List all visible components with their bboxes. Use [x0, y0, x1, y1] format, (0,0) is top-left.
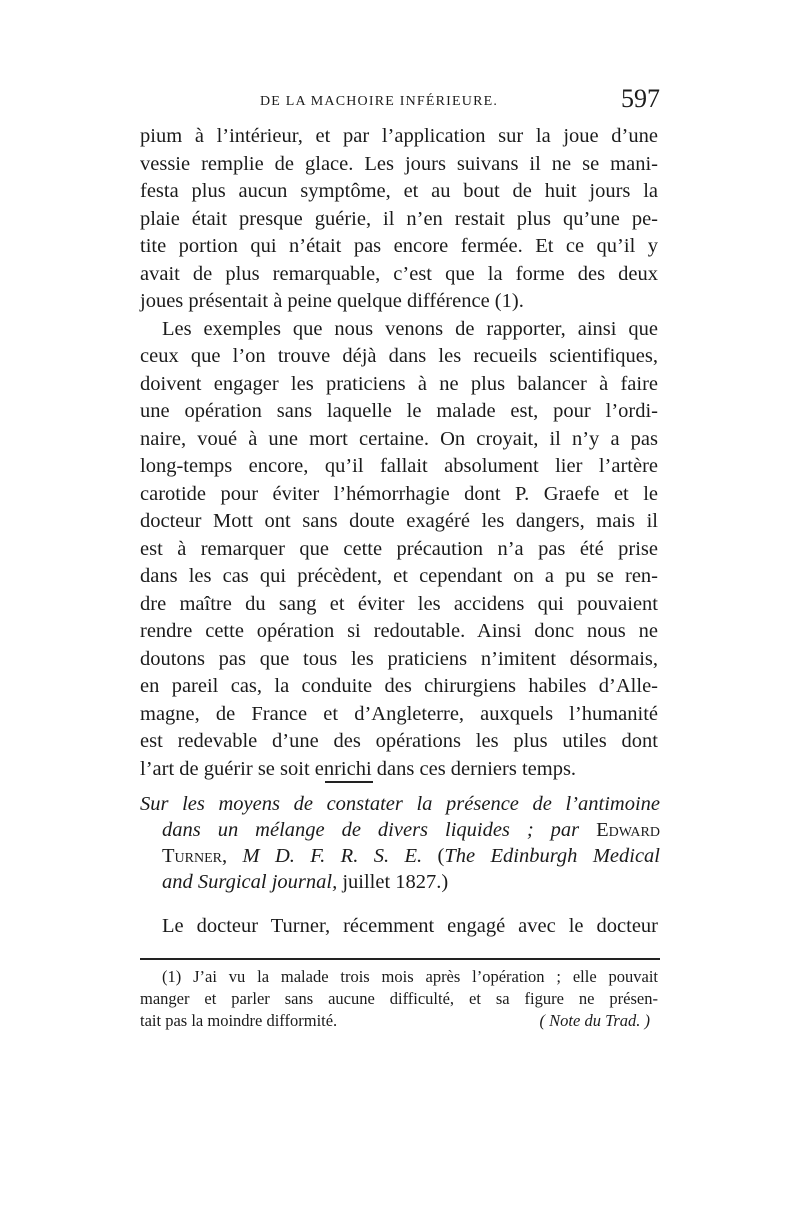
article-title-line [162, 817, 660, 843]
open-paren: ( [422, 845, 445, 867]
body-line: joues présentait à peine quelque différence (1). [140, 290, 524, 312]
body-line: dre maître du sang et éviter les accidens qui pouvaient [140, 592, 658, 615]
body-line: docteur Mott ont sans doute exagéré les dangers, mais il [140, 510, 658, 532]
body-line: une opération sans laquelle le malade est, pour l’ordi- [140, 400, 658, 422]
article-heading [140, 791, 660, 895]
body-line: festa plus aucun symptôme, et au bout de huit jours la [140, 180, 658, 202]
article-title-line [162, 869, 660, 895]
article-title-line [162, 843, 660, 869]
footnote-line: (1) J’ai vu la malade trois mois après l’opération ; elle pouvait [162, 967, 658, 986]
body-line: Les exemples que nous venons de rapporter, ainsi que [162, 317, 658, 340]
body-line: vessie remplie de glace. Les jours suivans il ne se mani- [140, 152, 658, 175]
body-line: est à remarquer que cette précaution n’a pas été prise [140, 537, 658, 560]
translator-note-tag: ( Note du Trad. ) [539, 1011, 650, 1030]
body-text [140, 123, 658, 783]
article-first-line: Le docteur Turner, récemment engagé avec le docteur [162, 915, 658, 937]
publication-date: juillet 1827.) [337, 871, 449, 893]
page-header [140, 80, 660, 120]
page-number: 597 [621, 84, 660, 113]
footnote-rule [140, 958, 660, 960]
body-line: magne, de France et d’Angleterre, auxquels l’humanité [140, 702, 658, 725]
body-line: l’art de guérir se soit enrichi dans ces derniers temps. [140, 757, 577, 780]
body-line: tite portion qui n’était pas encore fermée. Et ce qu’il y [140, 235, 658, 257]
footnote-line: manger et parler sans aucune difficulté, et sa figure ne présen- [140, 989, 658, 1008]
journal-name: The Edinburgh Medical [444, 845, 660, 867]
body-line: dans les cas qui précèdent, et cependant on a pu se ren- [140, 565, 658, 587]
article-title-line: Sur les moyens de constater la présence de l’antimoine [140, 793, 660, 815]
body-line: pium à l’intérieur, et par l’application sur la joue d’une [140, 125, 658, 147]
running-head: DE LA MACHOIRE INFÉRIEURE. [260, 94, 499, 109]
footnote-line [140, 1010, 658, 1032]
body-line: doutons pas que tous les praticiens n’imitent désormais, [140, 647, 658, 670]
author-credentials: M D. F. R. S. E. [242, 845, 423, 867]
article-title-fragment: dans un mélange de divers liquides ; par [162, 819, 597, 841]
body-line: doivent engager les praticiens à ne plus balancer à faire [140, 372, 658, 395]
section-separator [325, 781, 373, 783]
body-line: ceux que l’on trouve déjà dans les recueils scientifiques, [140, 345, 658, 367]
footnotes [140, 966, 658, 1032]
body-line: rendre cette opération si redoutable. Ainsi donc nous ne [140, 620, 658, 642]
body-line: avait de plus remarquable, c’est que la forme des deux [140, 262, 658, 285]
body-line: naire, voué à une mort certaine. On croyait, il n’y a pas [140, 427, 658, 450]
body-line: est redevable d’une des opérations les plus utiles dont [140, 730, 658, 752]
body-line: en pareil cas, la conduite des chirurgiens habiles d’Alle- [140, 675, 658, 697]
body-line: plaie était presque guérie, il n’en restait plus qu’une pe- [140, 207, 658, 230]
body-line: long-temps encore, qu’il fallait absolument lier l’artère [140, 455, 658, 477]
footnote-text: tait pas la moindre difformité. [140, 1011, 338, 1030]
journal-name-cont: and Surgical journal, [162, 871, 338, 893]
author-last-name: Turner [162, 845, 222, 867]
separator-comma: , [221, 845, 243, 867]
author-first-name: Edward [596, 819, 660, 841]
body-line: carotide pour éviter l’hémorrhagie dont P. Graefe et le [140, 482, 658, 505]
